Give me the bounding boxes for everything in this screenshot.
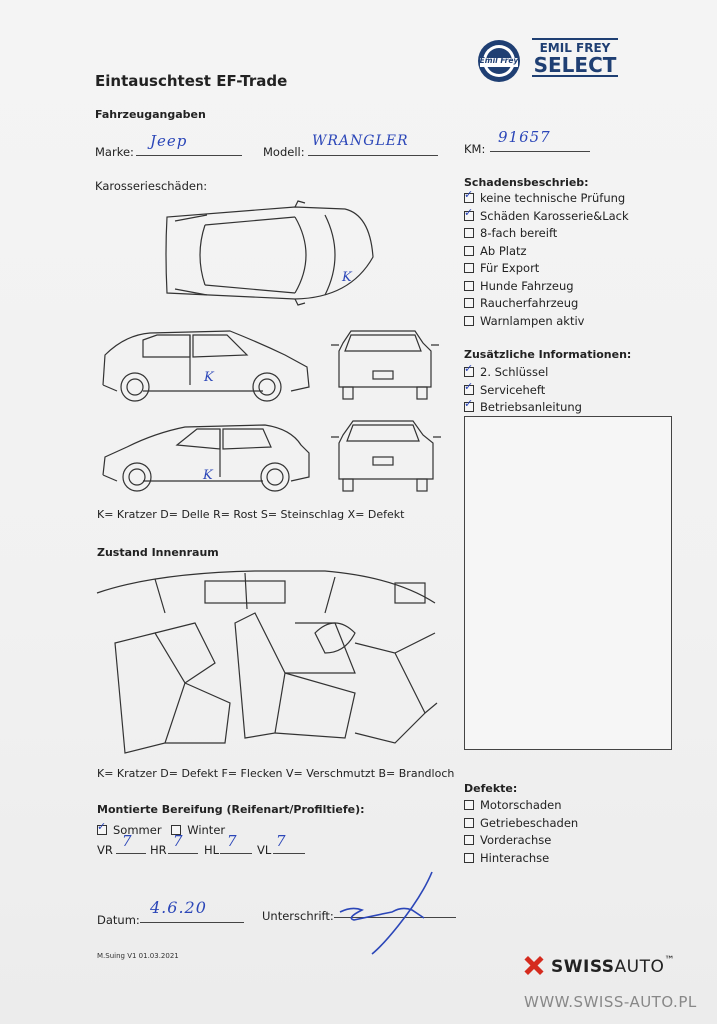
car-front-view	[331, 331, 439, 399]
model-label: Modell:	[263, 145, 305, 159]
damage-description-item[interactable]	[464, 279, 629, 297]
defect-checkbox[interactable]	[464, 800, 474, 810]
interior-legend: K= Kratzer D= Defekt F= Flecken V= Verschmutzt B= Brandloch	[97, 767, 455, 780]
tire-vr-label: VR	[97, 843, 113, 857]
emil-frey-select-logo	[532, 38, 618, 77]
damage-description-item[interactable]	[464, 209, 629, 227]
damage-mark-side-right: K	[204, 370, 215, 385]
additional-info-label: Serviceheft	[480, 382, 546, 397]
km-value[interactable]: 91657	[498, 128, 551, 146]
interior-section-title: Zustand Innenraum	[97, 546, 219, 559]
brand-value[interactable]: Jeep	[150, 132, 188, 150]
tire-vl-label: VL	[257, 843, 272, 857]
model-value[interactable]: WRANGLER	[312, 133, 409, 149]
emil-frey-logo	[476, 38, 522, 84]
damage-description-label: Für Export	[480, 261, 540, 275]
damage-description-checkbox[interactable]	[464, 281, 474, 291]
damage-description-checkbox[interactable]	[464, 316, 474, 326]
signature-label: Unterschrift:	[262, 909, 334, 923]
tire-hl-value[interactable]: 7	[227, 832, 238, 850]
damage-description-item[interactable]	[464, 314, 629, 332]
form-version: M.Suing V1 01.03.2021	[97, 952, 179, 960]
additional-info-item[interactable]	[464, 400, 582, 418]
damage-description-label: Schäden Karosserie&Lack	[480, 208, 629, 223]
km-line	[490, 151, 590, 152]
tire-hr-line	[168, 853, 198, 854]
tire-hl-line	[220, 853, 252, 854]
damage-description-item[interactable]	[464, 244, 629, 262]
damage-description-label: Raucherfahrzeug	[480, 296, 579, 310]
tire-type-row	[97, 823, 225, 837]
swissauto-wordmark-b: AUTO	[614, 957, 665, 977]
defect-label: Motorschaden	[480, 798, 562, 812]
tire-vl-value[interactable]: 7	[276, 832, 287, 850]
date-line	[140, 922, 244, 923]
tire-hl-label: HL	[204, 843, 220, 857]
brand-label: Marke:	[95, 145, 134, 159]
damage-description-checkbox[interactable]	[464, 193, 474, 203]
tire-vl-line	[273, 853, 305, 854]
form-title: Eintauschtest EF-Trade	[95, 72, 288, 90]
car-top-view	[166, 201, 373, 305]
defect-checkbox[interactable]	[464, 818, 474, 828]
damage-description-label: Warnlampen aktiv	[480, 313, 585, 328]
defect-label: Hinterachse	[480, 850, 550, 865]
defect-checkbox[interactable]	[464, 835, 474, 845]
winter-label: Winter	[187, 823, 226, 837]
additional-info-checkbox[interactable]	[464, 385, 474, 395]
defects-title: Defekte:	[464, 782, 518, 795]
additional-info-checkbox[interactable]	[464, 402, 474, 412]
damage-description-label: 8-fach bereift	[480, 226, 558, 240]
damage-description-title: Schadensbeschrieb:	[464, 176, 589, 189]
interior-diagram[interactable]	[95, 563, 440, 763]
notes-box[interactable]	[464, 416, 672, 750]
damage-description-item[interactable]	[464, 296, 629, 314]
body-damage-title: Karosserieschäden:	[95, 179, 208, 193]
date-label: Datum:	[97, 913, 140, 927]
additional-info-item[interactable]	[464, 383, 582, 401]
swissauto-website: WWW.SWISS-AUTO.PL	[524, 993, 697, 1011]
damage-description-checkbox[interactable]	[464, 298, 474, 308]
km-label: KM:	[464, 142, 486, 156]
defect-label: Getriebeschaden	[480, 815, 579, 830]
emil-frey-logo-text: Emil Frey	[479, 56, 519, 65]
additional-info-title: Zusätzliche Informationen:	[464, 348, 632, 361]
damage-description-label: Ab Platz	[480, 243, 527, 258]
date-value[interactable]: 4.6.20	[150, 898, 207, 917]
defect-label: Vorderachse	[480, 833, 552, 847]
damage-description-checkbox[interactable]	[464, 228, 474, 238]
tires-section-title: Montierte Bereifung (Reifenart/Profiltiefe):	[97, 803, 365, 816]
damage-mark-side-left: K	[203, 468, 214, 483]
car-rear-view	[331, 421, 441, 491]
defect-item[interactable]	[464, 816, 578, 834]
additional-info-label: 2. Schlüssel	[480, 365, 549, 379]
damage-description-checkbox[interactable]	[464, 211, 474, 221]
damage-description-label: Hunde Fahrzeug	[480, 278, 574, 293]
vehicle-section-title: Fahrzeugangaben	[95, 108, 206, 121]
tire-vr-value[interactable]: 7	[122, 832, 133, 850]
damage-description-list	[464, 191, 629, 331]
damage-description-checkbox[interactable]	[464, 263, 474, 273]
signature-drawing[interactable]	[332, 866, 442, 958]
damage-mark-top: K	[342, 270, 353, 285]
select-wordmark: SELECT	[533, 53, 617, 77]
tire-vr-line	[116, 853, 146, 854]
defect-item[interactable]	[464, 851, 578, 869]
additional-info-label: Betriebsanleitung	[480, 400, 582, 414]
model-line	[308, 155, 438, 156]
damage-description-item[interactable]	[464, 261, 629, 279]
emil-frey-wordmark: EMIL FREY	[539, 41, 611, 55]
swissauto-cross-icon	[523, 955, 545, 975]
swissauto-logo	[523, 955, 674, 977]
defects-list	[464, 798, 578, 868]
damage-description-label: keine technische Prüfung	[480, 191, 626, 205]
car-side-view-right	[103, 331, 309, 401]
car-body-diagram[interactable]	[95, 195, 445, 505]
damage-description-checkbox[interactable]	[464, 246, 474, 256]
summer-label: Sommer	[113, 823, 162, 837]
damage-description-item[interactable]	[464, 226, 629, 244]
additional-info-list	[464, 365, 582, 418]
tire-hr-label: HR	[150, 843, 167, 857]
swissauto-wordmark-a: SWISS	[551, 957, 615, 977]
additional-info-item[interactable]	[464, 365, 582, 383]
damage-description-item[interactable]	[464, 191, 629, 209]
tire-hr-value[interactable]: 7	[173, 832, 184, 850]
summer-checkbox[interactable]	[97, 825, 107, 835]
defect-checkbox[interactable]	[464, 853, 474, 863]
brand-line	[136, 155, 242, 156]
additional-info-checkbox[interactable]	[464, 367, 474, 377]
body-damage-legend: K= Kratzer D= Delle R= Rost S= Steinschlag X= Defekt	[97, 508, 405, 521]
defect-item[interactable]	[464, 798, 578, 816]
swissauto-tm: ™	[664, 955, 675, 966]
defect-item[interactable]	[464, 833, 578, 851]
interior-drawing	[97, 571, 437, 753]
